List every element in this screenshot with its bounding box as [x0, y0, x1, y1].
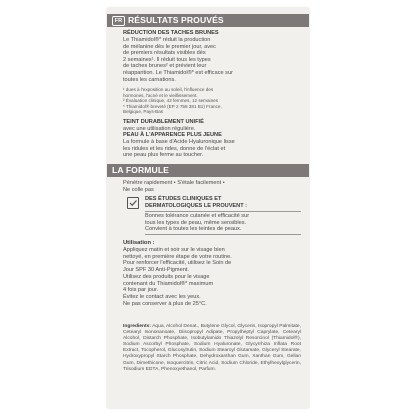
text-line: de mélanine dès le premier jour, avec	[123, 43, 216, 50]
claims-divider	[145, 234, 301, 235]
language-badge: FR	[112, 16, 125, 26]
formula-content	[107, 177, 309, 307]
teint-text: avec une utilisation régulière.	[123, 125, 196, 132]
usage-line: contenant du Thiamidol®* maximum	[123, 280, 214, 287]
product-label-panel	[107, 8, 309, 408]
footnote-line: * Thiamidol® breveté (EP 2 758 381 B1) France,	[123, 103, 222, 109]
results-content	[107, 27, 309, 159]
clinical-claims	[123, 196, 301, 235]
section-title-results: RÉSULTATS PROUVÉS	[128, 15, 224, 25]
usage-title: Utilisation :	[123, 240, 155, 246]
footnotes	[123, 87, 301, 115]
text-line: La formule à base d'Acide Hyaluronique lisse	[123, 139, 235, 146]
text-line: réapparition. Le Thiamidol®* est efficace sur	[123, 69, 233, 76]
text-line: Le Thiamidol®* réduit la production	[123, 37, 211, 43]
usage-text	[123, 247, 301, 307]
usage-line: Jour SPF 30 Anti-Pigment.	[123, 267, 189, 274]
text-line: de premiers résultats visibles dès	[123, 50, 206, 57]
peau-text	[123, 139, 301, 159]
claims-divider	[145, 211, 301, 212]
section-header-formula	[107, 164, 309, 177]
text-line: les ridules et les rides, donne de l'éclat et	[123, 145, 226, 152]
usage-line: Pour renforcer l'efficacité, utilisez le Soin de	[123, 260, 232, 267]
footnote-line: ¹ dues à l'exposition au soleil, l'influence des	[123, 87, 214, 93]
formula-text-line: Pénètre rapidement • S'étale facilement •	[123, 180, 225, 187]
ingredients-list	[123, 324, 301, 373]
text-line: une peau plus ferme au toucher.	[123, 152, 204, 159]
usage-line: Utilisez des produits pour le visage	[123, 273, 210, 280]
claims-text-line: Convient à toutes les teintes de peaux.	[145, 226, 242, 233]
usage-line: nettoyé, en première étape de votre routine.	[123, 253, 232, 260]
footnote-line: hormones, l'acné et le vieillissement.	[123, 92, 198, 98]
heading-reduction: RÉDUCTION DES TACHES BRUNES	[123, 30, 219, 36]
ingredients-text: Aqua, Alcohol Denat., Butylene Glycol, Glycerin, Isopropyl Palmitate, Cetearyl Isononanoate, Diisopropyl Adipate, Propylheptyl Caprylate, Cetearyl Alcohol, Distarch Phosphate, Isobutylamido Thiazolyl Resorcinol (Thiamidol®), Sodium Ascorbyl Phosphate, Sodium Hyaluronate, Glycyrrhiza Inflata Root Extract, Tocopherol, Glucosylrutin, Sodium Stearoyl Glutamate, Glyceryl Stearate, Hydroxypropyl Starch Phosphate, Dehydroxanthan Gum, Xanthan Gum, Gellan Gum, Dimethicone, Isoquercitrin, Citric Acid, Sodium Chloride, Ethylhexylglycerin, Trisodium EDTA, Phenoxyethanol, Parfum.	[123, 324, 301, 372]
usage-line: Ne pas conserver à plus de 25°C.	[123, 300, 207, 307]
claims-text-line: tous les types de peau, même sensibles.	[145, 219, 247, 226]
heading-teint: TEINT DURABLEMENT UNIFIÉ	[123, 118, 204, 125]
usage-line: Évitez le contact avec les yeux.	[123, 293, 201, 300]
section-title-formula: LA FORMULE	[112, 165, 170, 176]
claims-text-line: Bonnes tolérance cutanée et efficacité sur	[145, 213, 250, 220]
footnote-line: ² Évaluation clinique, 42 femmes, 12 semaines	[123, 98, 218, 104]
heading-peau: PEAU À L'APPARENCE PLUS JEUNE	[123, 132, 222, 139]
claims-title-line: DERMATOLOGIQUES LE PROUVENT :	[145, 203, 248, 210]
usage-line: Appliquez matin et soir sur le visage bien	[123, 247, 225, 253]
formula-text-line: Ne colle pas	[123, 186, 154, 193]
usage-line: 4 fois par jour.	[123, 287, 159, 294]
section-header-results	[107, 14, 309, 27]
text-line: toutes les carnations.	[123, 76, 176, 83]
footnote-line: Belgique, Pays-Bas	[123, 109, 164, 115]
reduction-text	[123, 37, 301, 83]
ingredients-label: Ingredients:	[123, 324, 151, 329]
text-line: 2 semaines¹. Il réduit tous les types	[123, 56, 211, 63]
text-line: de taches brunes² et prévient leur	[123, 63, 207, 70]
check-icon	[127, 197, 139, 209]
claims-title-line: DES ÉTUDES CLINIQUES ET	[145, 196, 222, 203]
